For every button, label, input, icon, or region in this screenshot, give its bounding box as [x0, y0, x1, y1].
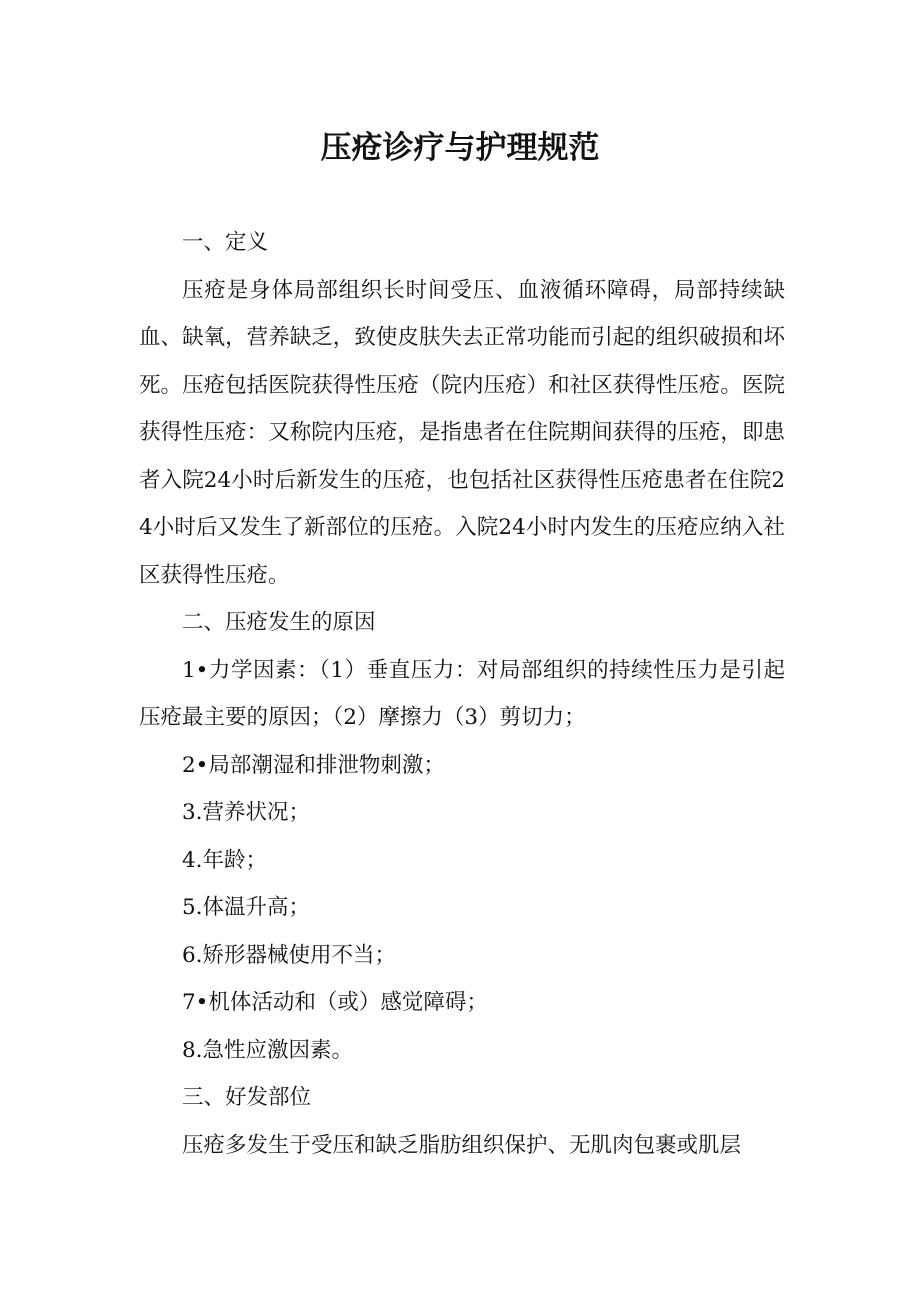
- section-heading-definition: 一、定义: [182, 230, 269, 255]
- section-heading-causes: 二、压疮发生的原因: [182, 610, 376, 635]
- cause-item-1: 1•力学因素：（1）垂直压力：对局部组织的持续性压力是引起压疮最主要的原因；（2）摩擦力（3）剪切力；: [139, 657, 785, 730]
- cause-item-4: 4.年龄；: [182, 847, 268, 873]
- cause-item-6: 6.矫形器械使用不当；: [182, 942, 397, 968]
- section-heading-sites: 三、好发部位: [182, 1085, 312, 1110]
- cause-item-2: 2•局部潮湿和排泄物刺激；: [182, 752, 445, 778]
- cause-item-3: 3.营养状况；: [182, 800, 311, 825]
- cause-item-8: 8.急性应激因素。: [182, 1037, 354, 1063]
- paragraph-definition: 压疮是身体局部组织长时间受压、血液循环障碍，局部持续缺血、缺氧，营养缺乏，致使皮肤失去正常功能而引起的组织破损和坏死。压疮包括医院获得性压疮（院内压疮）和社区获得性压疮。医院获得性压疮：又称院内压疮，是指患者在住院期间获得的压疮，即患者入院24小时后新发生的压疮，也包括社区获得性压疮患者在住院24小时后又发生了新部位的压疮。入院24小时内发生的压疮应纳入社区获得性压疮。: [139, 277, 785, 588]
- paragraph-sites: 压疮多发生于受压和缺乏脂肪组织保护、无肌肉包裹或肌层: [182, 1132, 742, 1158]
- document-body: [139, 219, 785, 1169]
- cause-item-7: 7•机体活动和（或）感觉障碍；: [182, 990, 488, 1015]
- document-title: 压疮诊疗与护理规范: [320, 130, 600, 166]
- cause-item-5: 5.体温升高；: [182, 895, 311, 920]
